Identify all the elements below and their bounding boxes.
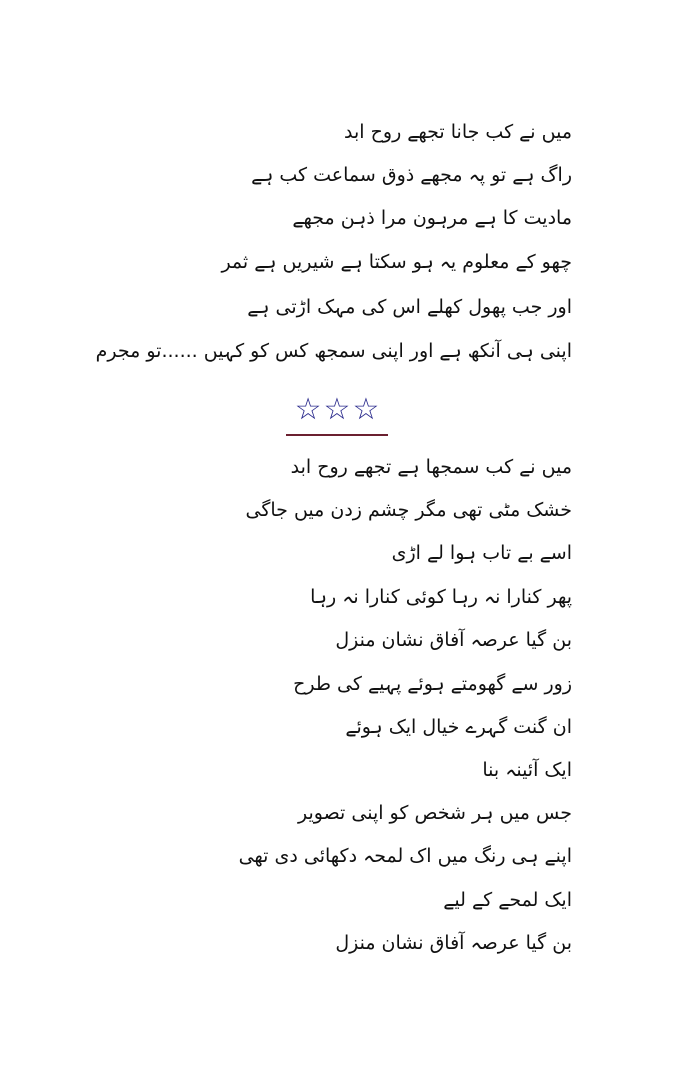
poem-line-text: اور جب پھول کھلے اس کی مہک اڑتی ہے xyxy=(247,296,572,318)
poem-line-text: خشک مٹی تھی مگر چشم زدن میں جاگی xyxy=(245,499,572,521)
poem-line-text: میں نے کب سمجھا ہے تجھے روح ابد xyxy=(290,456,572,478)
poem-line xyxy=(0,793,675,833)
poem-line-text: زور سے گھومتے ہوئے پہیے کی طرح xyxy=(293,673,572,695)
poem-line-text: اسے بے تاب ہوا لے اڑی xyxy=(391,542,572,564)
poem-line xyxy=(0,198,675,238)
poem-line-text: اپنی ہی آنکھ ہے اور اپنی سمجھ کس کو کہیں ......تو مجرم xyxy=(95,340,572,362)
poem-line xyxy=(0,664,675,704)
star-ornament-icon: ☆☆☆ xyxy=(294,392,382,427)
poem-line xyxy=(0,577,675,617)
poem-line-text: چھو کے معلوم یہ ہو سکتا ہے شیریں ہے ثمر xyxy=(221,251,572,273)
poem-line xyxy=(0,331,675,371)
poem-line-text: جس میں ہر شخص کو اپنی تصویر xyxy=(297,802,572,824)
poem-line xyxy=(0,707,675,747)
poem-line xyxy=(0,447,675,487)
poem-line xyxy=(0,242,675,282)
poem-line-text: راگ ہے تو پہ مجھے ذوق سماعت کب ہے xyxy=(251,164,572,186)
poem-line-text: ایک لمحے کے لیے xyxy=(443,889,572,911)
poem-line xyxy=(0,836,675,876)
poem-line xyxy=(0,155,675,195)
poem-line xyxy=(0,880,675,920)
poem-line xyxy=(0,112,675,152)
poem-line-text: ایک آئینہ بنا xyxy=(482,759,572,781)
poem-line xyxy=(0,923,675,963)
section-divider xyxy=(286,392,390,440)
poem-line xyxy=(0,533,675,573)
poem-line xyxy=(0,750,675,790)
poem-line xyxy=(0,490,675,530)
poem-line-text: پھر کنارا نہ رہا کوئی کنارا نہ رہا xyxy=(310,586,572,608)
poem-line-text: میں نے کب جانا تجھے روح ابد xyxy=(344,121,572,143)
poem-line-text: مادیت کا ہے مرہون مرا ذہن مجھے xyxy=(292,207,572,229)
poem-line xyxy=(0,287,675,327)
poem-line-text: ان گنت گہرے خیال ایک ہوئے xyxy=(345,716,572,738)
poem-line-text: بن گیا عرصہ آفاق نشان منزل xyxy=(335,629,572,651)
poem-line-text: اپنے ہی رنگ میں اک لمحہ دکھائی دی تھی xyxy=(238,845,572,867)
poem-line xyxy=(0,620,675,660)
divider-rule xyxy=(286,434,388,436)
poem-line-text: بن گیا عرصہ آفاق نشان منزل xyxy=(335,932,572,954)
